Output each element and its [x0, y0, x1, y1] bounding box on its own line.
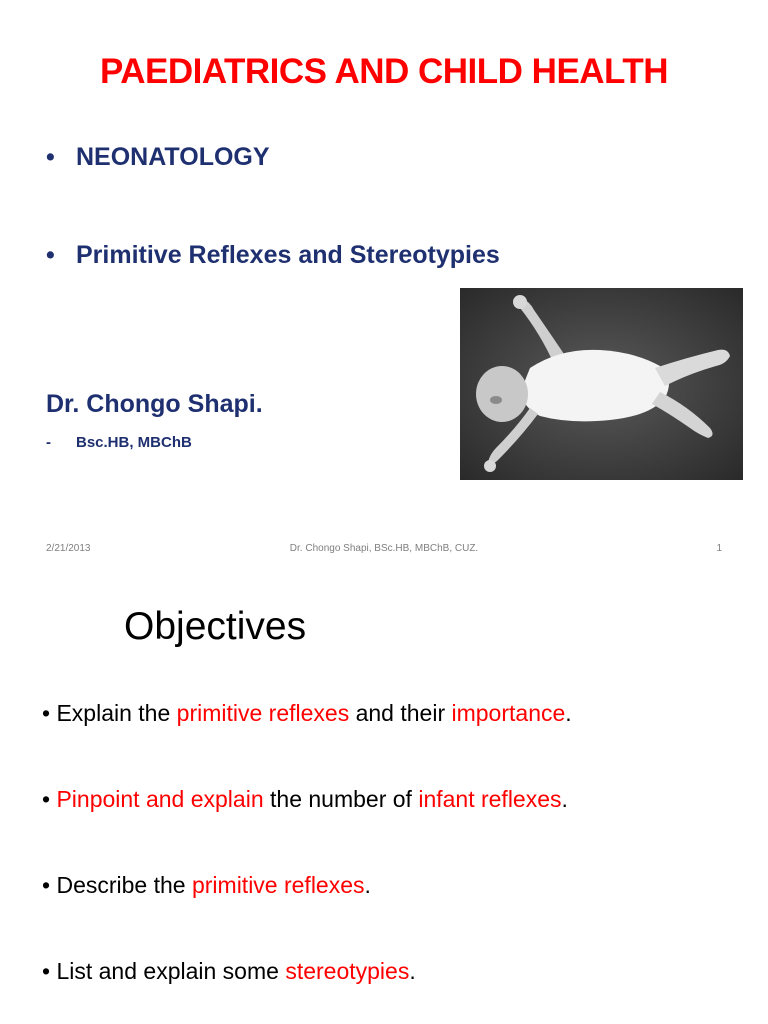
bullet-text: NEONATOLOGY: [76, 143, 270, 171]
bullet-marker: •: [42, 786, 51, 812]
bullet-marker: •: [46, 143, 55, 171]
objective-highlight: importance: [451, 700, 566, 726]
bullet-marker: •: [46, 241, 55, 269]
footer-page-number: 1: [716, 543, 722, 554]
infant-photo: [460, 288, 743, 480]
objective-text: List and explain some: [50, 958, 286, 984]
footer-date: 2/21/2013: [46, 543, 91, 554]
bullet-marker: •: [42, 958, 51, 984]
objective-item: [42, 872, 371, 899]
objective-text: and their: [349, 700, 452, 726]
objective-item: [42, 786, 568, 813]
objective-text: the number of: [263, 786, 419, 812]
objective-text: Explain the: [50, 700, 177, 726]
objective-highlight: primitive reflexes: [176, 700, 350, 726]
objective-highlight: infant reflexes: [418, 786, 562, 812]
credentials-marker: -: [46, 434, 51, 451]
author-name: Dr. Chongo Shapi.: [46, 390, 263, 418]
objective-highlight: Pinpoint and explain: [56, 786, 264, 812]
objective-highlight: stereotypies: [285, 958, 410, 984]
objective-text: .: [565, 700, 572, 726]
bullet-text: Primitive Reflexes and Stereotypies: [76, 241, 500, 269]
bullet-marker: •: [42, 872, 51, 898]
credentials-text: Bsc.HB, MBChB: [76, 434, 192, 451]
objective-item: [42, 958, 416, 985]
footer-author: Dr. Chongo Shapi, BSc.HB, MBChB, CUZ.: [289, 543, 479, 554]
objective-text: Describe the: [50, 872, 192, 898]
objective-text: .: [409, 958, 416, 984]
infant-lying-image: [460, 288, 743, 480]
slide-title: PAEDIATRICS AND CHILD HEALTH: [99, 52, 668, 91]
bullet-marker: •: [42, 700, 51, 726]
bullet-primitive-reflexes: [46, 241, 500, 270]
objective-text: .: [561, 786, 568, 812]
author-credentials: [46, 434, 192, 451]
objective-highlight: primitive reflexes: [191, 872, 365, 898]
bullet-neonatology: [46, 143, 270, 172]
objective-text: .: [364, 872, 371, 898]
objectives-title: Objectives: [124, 605, 307, 648]
objective-item: [42, 700, 572, 727]
